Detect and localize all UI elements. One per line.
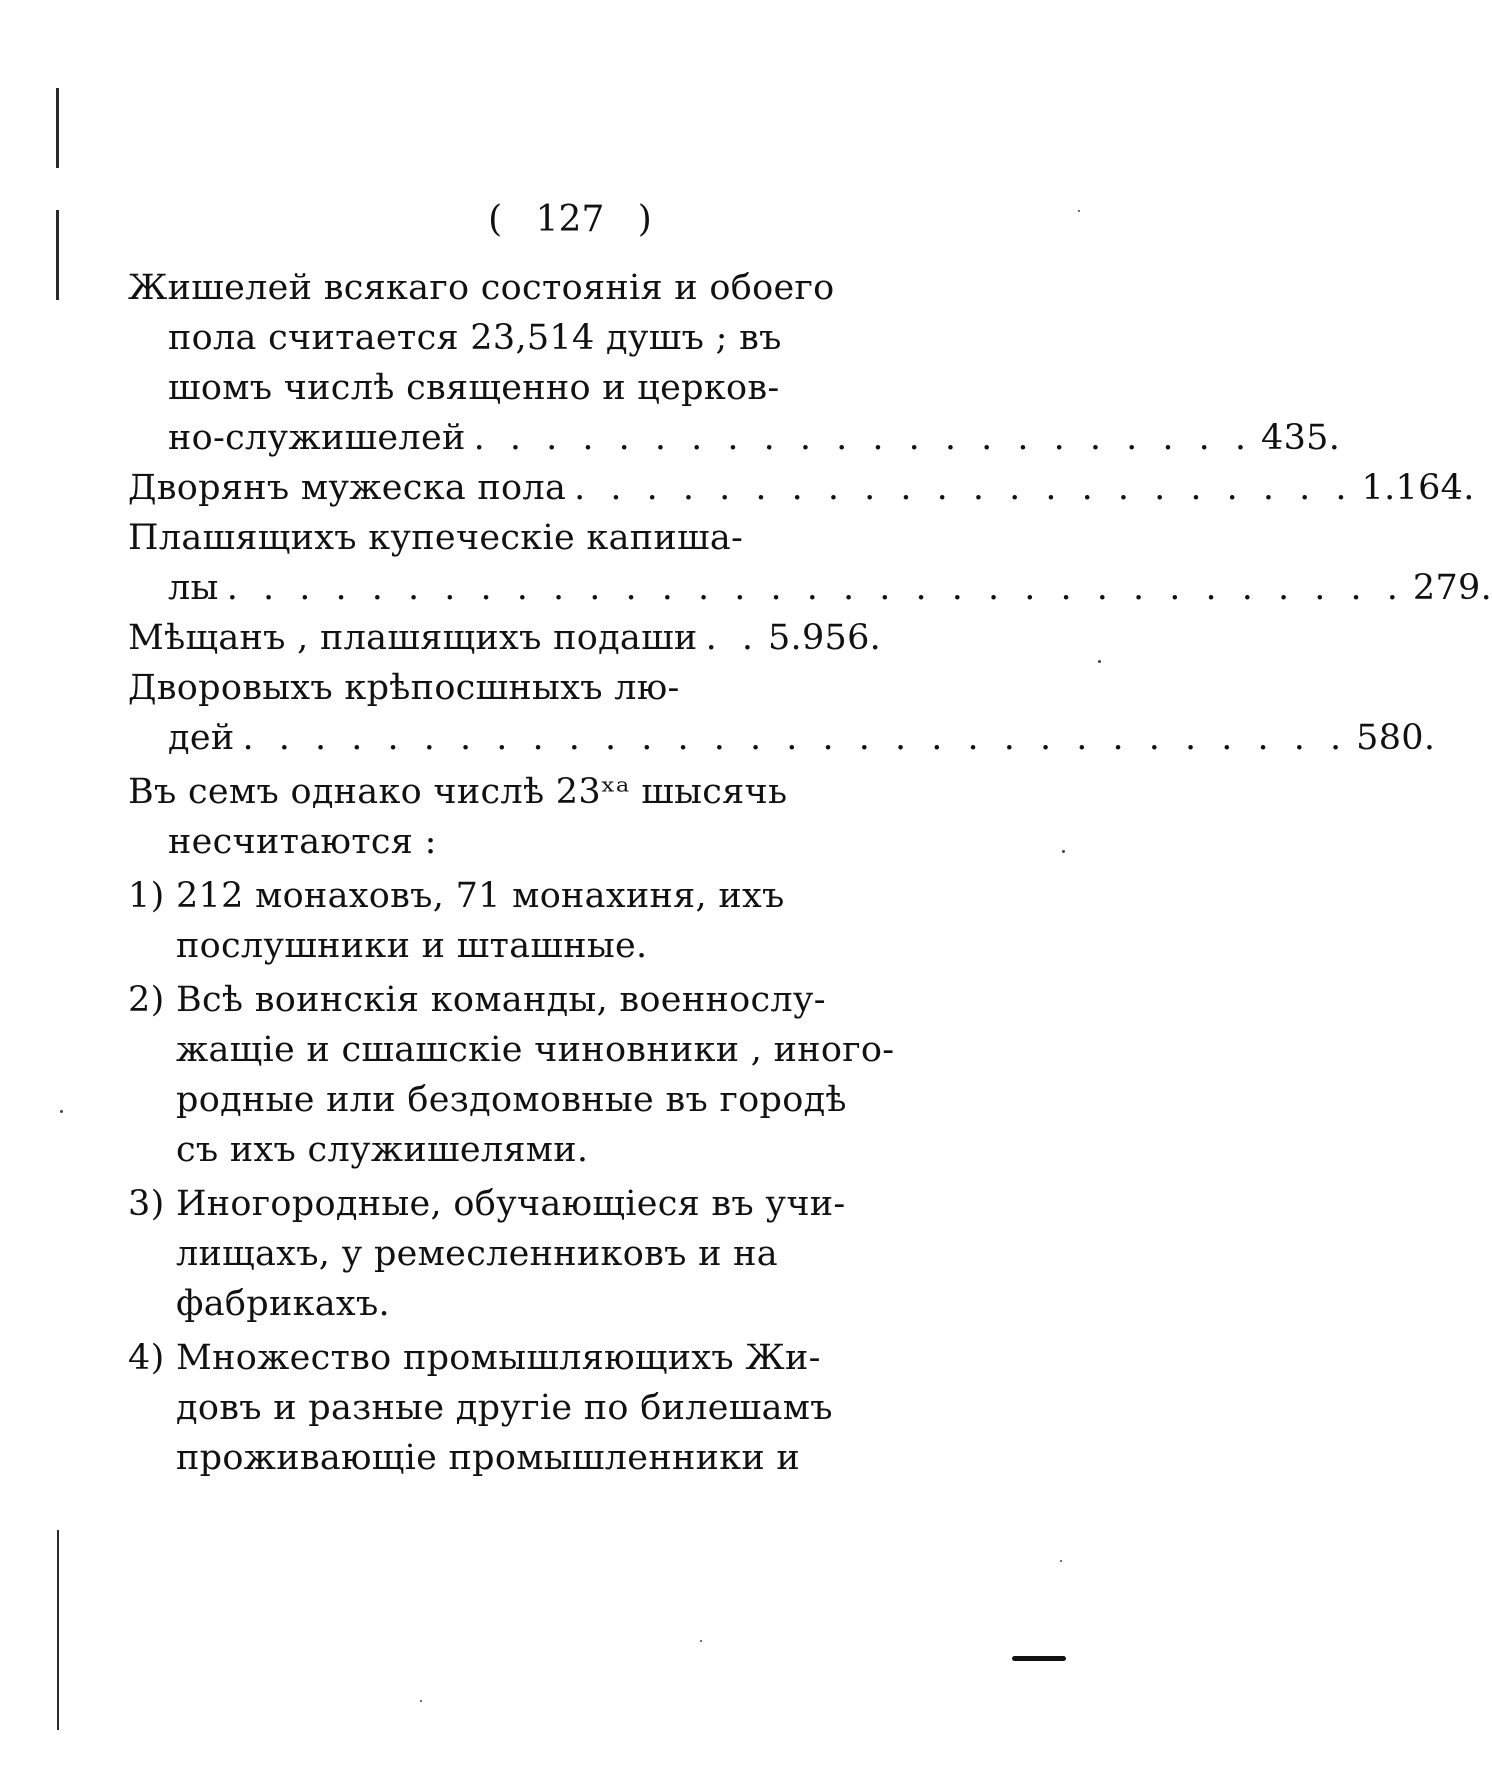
ink-speck — [1078, 210, 1080, 212]
text-line-content: Плашящихъ купеческіе капиша- — [128, 518, 744, 558]
ink-speck — [60, 1110, 63, 1113]
text-line — [128, 1184, 846, 1224]
page-number-header: ( 127 ) — [488, 199, 652, 240]
text-line — [128, 268, 868, 308]
binding-edge-line — [57, 1530, 59, 1730]
text-line-content: 4) Множество промышляющихъ Жи- — [128, 1338, 821, 1378]
ink-speck — [1060, 1560, 1062, 1562]
text-line-content: лищахъ, у ремесленниковъ и на — [176, 1234, 778, 1274]
text-line — [176, 1438, 800, 1478]
ledger-row — [168, 568, 1492, 608]
text-line — [176, 1234, 778, 1274]
text-line-content: проживающіе промышленники и — [176, 1438, 801, 1478]
ledger-label: Дворянъ мужеска пола — [128, 468, 567, 508]
text-line-content: несчитаются : — [168, 822, 437, 862]
binding-edge-line — [56, 88, 59, 168]
ledger-label: Мѣщанъ , плашящихъ подаши — [128, 618, 698, 658]
leader-dots: . . . . . . . . . . . . . . . . . . . . . . . . . . . . . . . — [242, 718, 1349, 758]
ledger-row — [168, 418, 1341, 458]
ink-speck — [1098, 660, 1101, 663]
leader-dots: . . . . . . . . . . . . . . . . . . . . . . — [574, 468, 1354, 508]
ledger-value: 1.164. — [1361, 468, 1475, 508]
ledger-value: 580. — [1356, 718, 1436, 758]
text-line — [128, 518, 743, 558]
ink-dash-mark — [1012, 1656, 1066, 1661]
text-line — [128, 772, 787, 812]
text-line-content: Жишелей всякаго состоянія и обоего — [128, 268, 835, 308]
ink-speck — [420, 1700, 422, 1702]
text-line — [168, 318, 782, 358]
text-line-content: Въ семъ однако числѣ 23ˣᵃ шысячь — [128, 772, 788, 812]
text-line — [128, 980, 826, 1020]
leader-dots: . . . . . . . . . . . . . . . . . . . . . . — [473, 418, 1254, 458]
ledger-row — [168, 718, 1436, 758]
ledger-label: но-служишелей — [168, 418, 466, 458]
ledger-value: 5.956. — [767, 618, 882, 658]
ledger-row — [128, 468, 1475, 508]
text-line — [176, 1388, 833, 1428]
ledger-row — [128, 618, 882, 658]
text-line-content: 1) 212 монаховъ, 71 монахиня, ихъ — [128, 876, 785, 916]
text-line — [176, 1030, 894, 1070]
text-line-content: фабрикахъ. — [176, 1284, 390, 1324]
text-line — [176, 926, 647, 966]
text-line-content: послушники и шташные. — [176, 926, 648, 966]
ink-speck — [1062, 850, 1065, 853]
text-line-content: 2) Всѣ воинскія команды, военнослу- — [128, 980, 826, 1020]
text-line — [128, 876, 785, 916]
text-line — [176, 1130, 588, 1170]
text-line — [176, 1080, 847, 1120]
ledger-label: дей — [168, 718, 235, 758]
leader-dots: . . — [705, 618, 760, 658]
text-line-content: довъ и разные другіе по билешамъ — [176, 1388, 833, 1428]
leader-dots: . . . . . . . . . . . . . . . . . . . . . . . . . . . . . . . . . — [226, 568, 1405, 608]
text-line-content: Дворовыхъ крѣпосшныхъ лю- — [128, 668, 680, 708]
ledger-label: лы — [168, 568, 219, 608]
text-line — [168, 822, 437, 862]
text-line-content: 3) Иногородные, обучающіеся въ учи- — [128, 1184, 846, 1224]
text-line-content: шомъ числѣ священно и церков- — [168, 368, 780, 408]
ledger-value: 279. — [1412, 568, 1492, 608]
ledger-value: 435. — [1261, 418, 1341, 458]
text-line — [128, 668, 680, 708]
text-line — [168, 368, 780, 408]
text-line-content: родные или бездомовные въ городѣ — [176, 1080, 847, 1120]
text-line-content: пола считается 23,514 душъ ; въ — [168, 318, 782, 358]
text-line-content: жащіе и сшашскіе чиновники , иного- — [176, 1030, 895, 1070]
text-line-content: съ ихъ служишелями. — [176, 1130, 589, 1170]
text-line — [128, 1338, 821, 1378]
text-line — [176, 1284, 390, 1324]
ink-speck — [700, 1640, 702, 1642]
